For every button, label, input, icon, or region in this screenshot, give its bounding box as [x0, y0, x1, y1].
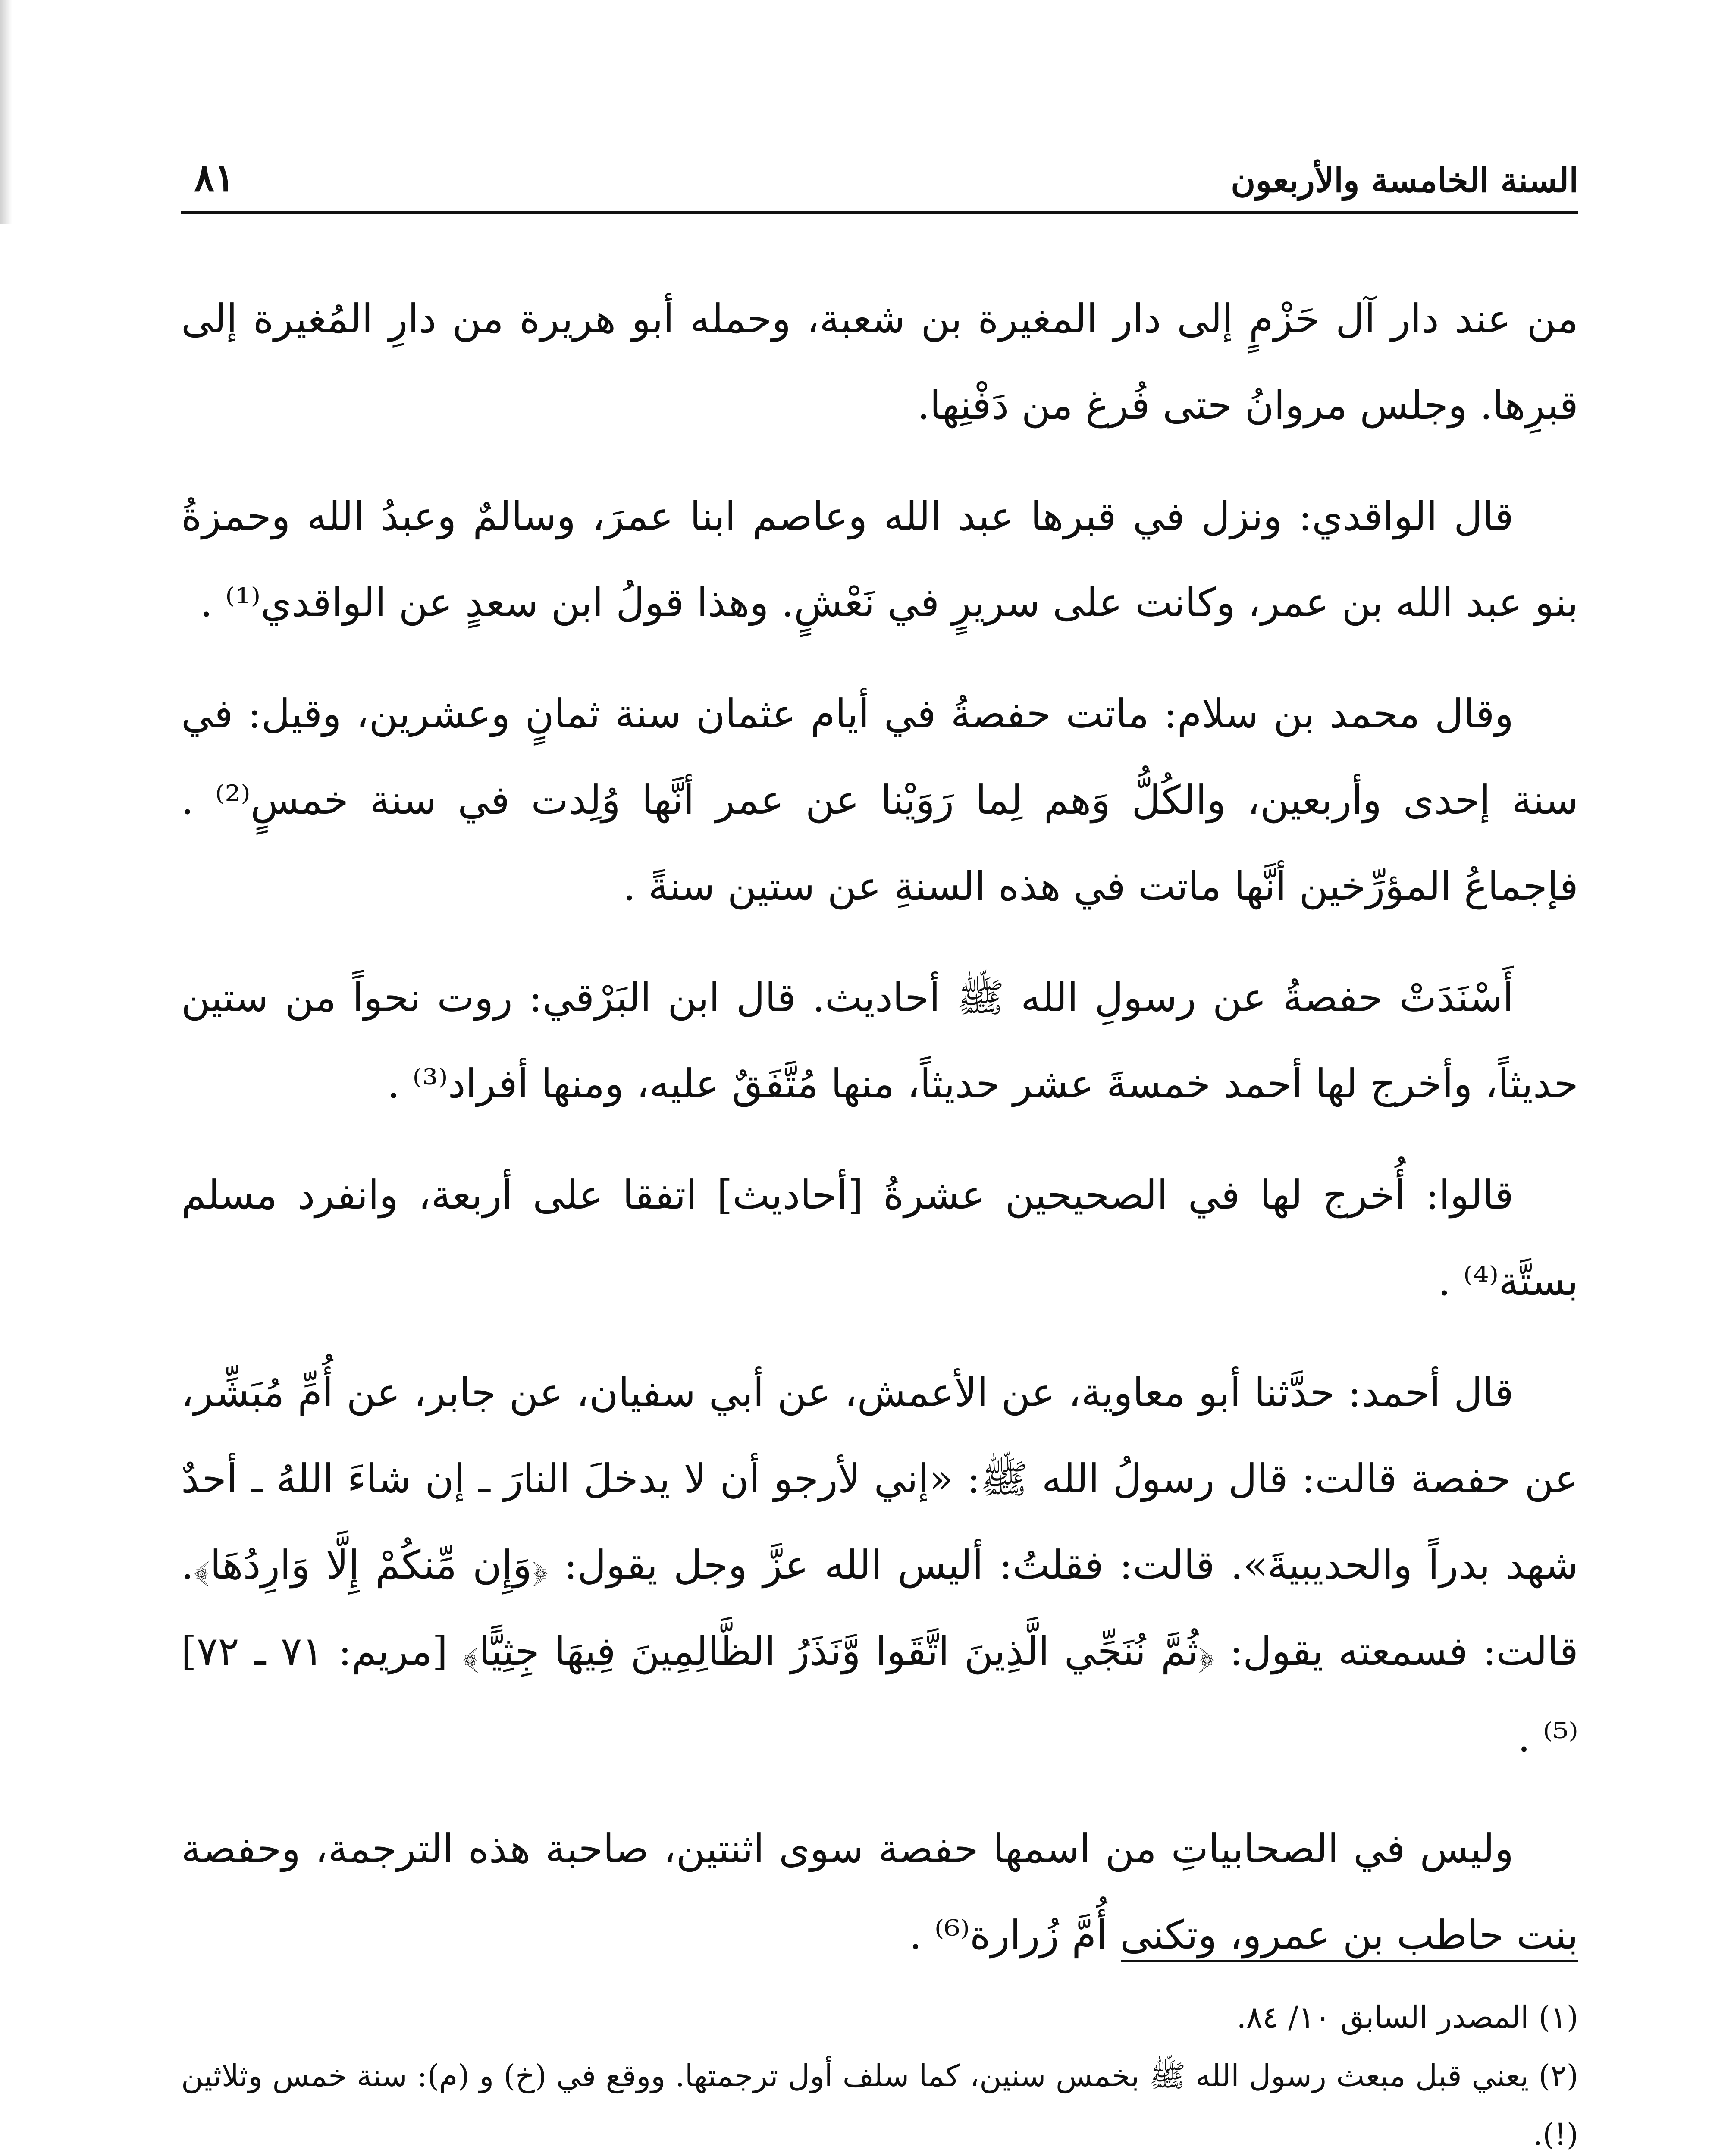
paragraph: وقال محمد بن سلام: ماتت حفصةُ في أيام عثمان سنة ثمانٍ وعشرين، وقيل: في سنة إحدى وأربعين، والكُلُّ وَهم لِما رَوَيْنا عن عمر أنَّها وُلِدت في سنة خمسٍ⁽²⁾ . فإجماعُ المؤرِّخين أنَّها ماتت في هذه السنةِ عن ستين سنةً .: [181, 691, 1578, 909]
footnote: (١) المصدر السابق ١٠/ ٨٤.: [1236, 1999, 1578, 2035]
footnote: (٢) يعني قبل مبعث رسول الله ﷺ بخمس سنين، كما سلف أول ترجمتها. ووقع في (خ) و (م): سنة خمس وثلاثين (!).: [181, 2058, 1578, 2152]
page-header: [181, 125, 1578, 214]
paragraph: قال الواقدي: ونزل في قبرها عبد الله وعاصم ابنا عمرَ، وسالمٌ وعبدُ الله وحمزةُ بنو عبد الله بن عمر، وكانت على سريرٍ في نَعْشٍ. وهذا قولُ ابن سعدٍ عن الواقدي⁽¹⁾ .: [181, 493, 1578, 626]
book-page: [181, 0, 1578, 2156]
page-number: ٨١: [194, 155, 235, 200]
paragraph: قالوا: أُخرج لها في الصحيحين عشرةُ [أحاديث] اتفقا على أربعة، وانفرد مسلم بستَّة⁽⁴⁾ .: [181, 1172, 1578, 1304]
footnotes: [181, 1988, 1578, 2156]
running-title: السنة الخامسة والأربعون: [1231, 161, 1578, 200]
main-text: [181, 276, 1578, 2003]
paragraph: قال أحمد: حدَّثنا أبو معاوية، عن الأعمش، عن أبي سفيان، عن جابر، عن أُمِّ مُبَشِّر، عن حفصة قالت: قال رسولُ الله ﷺ: «إني لأرجو أن لا يدخلَ النارَ ـ إن شاءَ اللهُ ـ أحدٌ شهد بدراً والحديبيةَ». قالت: فقلتُ: أليس الله عزَّ وجل يقول: ﴿وَإِن مِّنكُمْ إِلَّا وَارِدُهَا﴾. قالت: فسمعته يقول: ﴿ثُمَّ نُنَجِّي الَّذِينَ اتَّقَوا وَّنَذَرُ الظَّالِمِينَ فِيهَا جِثِيًّا﴾ [مريم: ٧١ ـ ٧٢]⁽⁵⁾ .: [181, 1369, 1579, 1761]
paragraph: وليس في الصحابياتِ من اسمها حفصة سوى اثنتين، صاحبة هذه الترجمة، وحفصة بنت حاطب بن عمرو، وتكنى أُمَّ زُرارة⁽⁶⁾ .: [181, 1826, 1578, 1958]
footnote-separator: [1121, 1960, 1578, 1962]
paragraph: من عند دار آل حَزْمٍ إلى دار المغيرة بن شعبة، وحمله أبو هريرة من دارِ المُغيرة إلى قبرِها. وجلس مروانُ حتى فُرغ من دَفْنِها.: [181, 296, 1578, 428]
paragraph: أَسْنَدَتْ حفصةُ عن رسولِ الله ﷺ أحاديث. قال ابن البَرْقي: روت نحواً من ستين حديثاً، وأخرج لها أحمد خمسةَ عشر حديثاً، منها مُتَّفَقٌ عليه، ومنها أفراد⁽³⁾ .: [181, 975, 1578, 1107]
scan-edge: [0, 0, 12, 224]
